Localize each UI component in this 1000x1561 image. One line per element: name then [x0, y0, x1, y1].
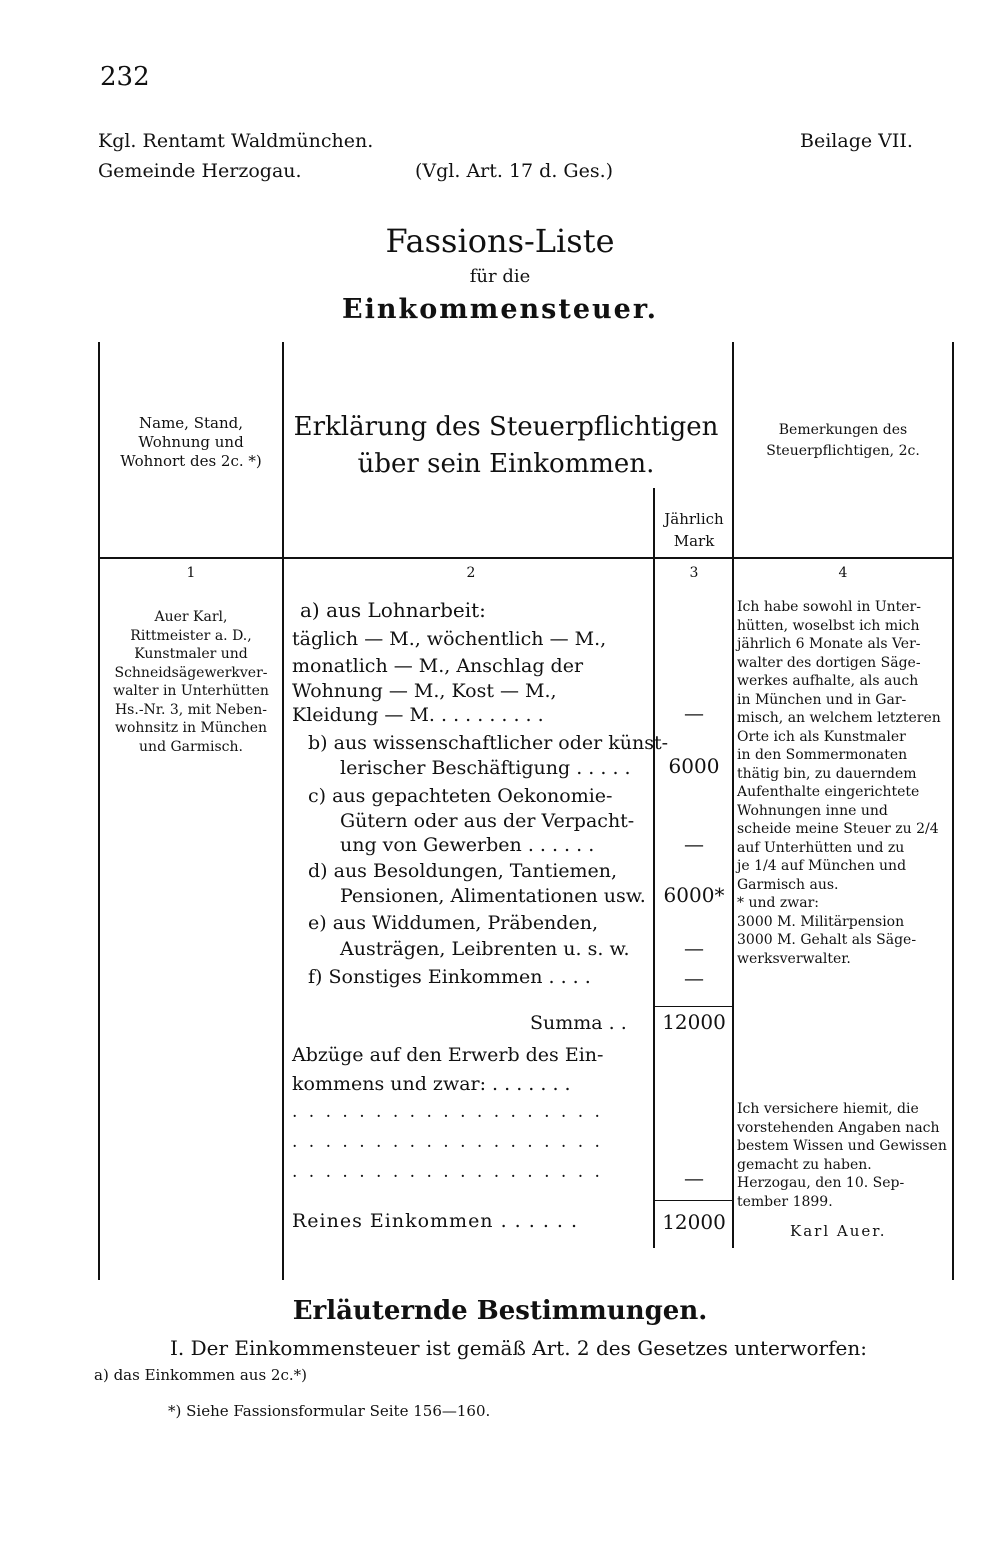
remark-line: thätig bin, zu dauerndem — [737, 765, 917, 782]
remark-line: jährlich 6 Monate als Ver- — [737, 636, 921, 652]
amount-f: — — [684, 966, 704, 990]
amount-summa: 12000 — [662, 1010, 726, 1034]
header-col3-line2: Mark — [673, 532, 715, 550]
declaration-line: Herzogau, den 10. Sep- — [737, 1175, 905, 1191]
income-line-c-cont: ung von Gewerben . . . . . . — [340, 834, 595, 856]
income-line-c-cont: Gütern oder aus der Verpacht- — [340, 810, 635, 832]
remark-line: in München und in Gar- — [737, 691, 907, 708]
item-a-text: a) das Einkommen aus 2c.*) — [94, 1366, 307, 1384]
declaration-line: gemacht zu haben. — [737, 1156, 872, 1173]
header-col2-line2: über sein Einkommen. — [357, 449, 655, 479]
amount-c: — — [684, 832, 704, 856]
amount-b: 6000 — [668, 754, 720, 778]
column-number-4: 4 — [838, 565, 848, 581]
summa-rule — [653, 1006, 733, 1007]
remark-line: in den Sommermonaten — [737, 747, 908, 763]
declaration-line: Ich versichere hiemit, die — [737, 1101, 919, 1117]
dotted-line: . . . . . . . . . . . . . . . . . . . — [292, 1102, 603, 1122]
header-rule — [98, 557, 954, 559]
person-line: walter in Unterhütten — [113, 683, 269, 699]
remark-line: misch, an welchem letzteren — [737, 710, 941, 726]
declaration-line: tember 1899. — [737, 1193, 833, 1210]
income-line-f: f) Sonstiges Einkommen . . . . — [308, 966, 591, 988]
column-number-2: 2 — [466, 565, 476, 581]
income-line-a-detail: täglich — M., wöchentlich — M., — [292, 628, 607, 650]
header-col3-line1: Jährlich — [664, 510, 724, 528]
footnote: *) Siehe Fassionsformular Seite 156—160. — [168, 1402, 491, 1420]
summa-label: Summa . . — [530, 1012, 627, 1034]
document-title: Fassions-Liste — [385, 222, 615, 260]
title-tax: Einkommensteuer. — [342, 294, 658, 325]
remark-line: Garmisch aus. — [737, 876, 839, 893]
header-col2-line1: Erklärung des Steuerpflichtigen — [293, 412, 719, 442]
declaration-line: vorstehenden Angaben nach — [737, 1119, 940, 1136]
table-border-right — [952, 342, 954, 1280]
remark-line: Aufenthalte eingerichtete — [737, 784, 920, 800]
income-line-d-cont: Pensionen, Alimentationen usw. — [340, 885, 646, 907]
dotted-line: . . . . . . . . . . . . . . . . . . . — [292, 1162, 603, 1182]
column-number-1: 1 — [186, 565, 196, 581]
page-number: 232 — [100, 62, 150, 92]
income-line-e-cont: Austrägen, Leibrenten u. s. w. — [340, 938, 630, 960]
deductions-line: Abzüge auf den Erwerb des Ein- — [292, 1044, 604, 1066]
person-entry — [102, 608, 280, 756]
municipality-line: Gemeinde Herzogau. — [98, 160, 302, 182]
header-col4: Bemerkungen des Steuerpflichtigen, 2c. — [766, 422, 920, 459]
remark-line: * und zwar: — [737, 895, 820, 911]
attachment-label: Beilage VII. — [800, 130, 913, 152]
remark-line: 3000 M. Militärpension — [737, 913, 905, 930]
remark-line: auf Unterhütten und zu — [737, 839, 905, 856]
remark-line: werksverwalter. — [737, 950, 851, 967]
amount-net: 12000 — [662, 1210, 726, 1234]
person-line: Kunstmaler und — [134, 646, 248, 662]
income-line-e: e) aus Widdumen, Präbenden, — [308, 912, 598, 934]
remark-line: Ich habe sowohl in Unter- — [737, 599, 921, 615]
explanatory-heading: Erläuternde Bestimmungen. — [292, 1296, 708, 1326]
remark-line: Wohnungen inne und — [737, 802, 888, 819]
income-line-a-detail: Kleidung — M. . . . . . . . . . — [292, 704, 544, 726]
remark-line: hütten, woselbst ich mich — [737, 617, 920, 634]
remark-line: walter des dortigen Säge- — [737, 654, 921, 671]
income-line-c: c) aus gepachteten Oekonomie- — [308, 785, 613, 807]
law-reference: (Vgl. Art. 17 d. Ges.) — [415, 160, 614, 182]
deductions-line: kommens und zwar: . . . . . . . — [292, 1073, 571, 1095]
header-col1: Name, Stand, Wohnung und Wohnort des 2c. *) — [120, 414, 262, 470]
table-border-left — [98, 342, 100, 1280]
remark-line: Orte ich als Kunstmaler — [737, 728, 906, 745]
income-line-d: d) aus Besoldungen, Tantiemen, — [308, 860, 618, 882]
person-line: und Garmisch. — [139, 738, 243, 755]
table-divider-2 — [653, 488, 655, 1248]
amount-a: — — [684, 701, 704, 725]
remarks-block — [737, 598, 951, 968]
declaration-line: bestem Wissen und Gewissen — [737, 1138, 947, 1154]
person-line: Schneidsägewerkver- — [114, 664, 268, 681]
section-one-text: I. Der Einkommensteuer ist gemäß Art. 2 des Gesetzes unterworfen: — [170, 1336, 867, 1360]
person-line: Hs.-Nr. 3, mit Neben- — [114, 701, 268, 718]
remark-line: je 1/4 auf München und — [737, 858, 907, 874]
amount-deductions: — — [684, 1166, 704, 1190]
rein-rule — [653, 1200, 733, 1201]
amount-d: 6000* — [663, 883, 725, 907]
remark-line: 3000 M. Gehalt als Säge- — [737, 932, 917, 948]
declaration-block — [737, 1100, 951, 1211]
remark-line: werkes aufhalte, als auch — [737, 673, 919, 689]
person-line: wohnsitz in München — [114, 720, 268, 736]
remark-line: scheide meine Steuer zu 2/4 — [737, 821, 939, 837]
income-line-b: b) aus wissenschaftlicher oder künst- — [308, 732, 669, 754]
income-line-a-detail: Wohnung — M., Kost — M., — [292, 680, 557, 702]
signature: Karl Auer. — [790, 1222, 887, 1240]
office-line: Kgl. Rentamt Waldmünchen. — [98, 130, 374, 152]
income-line-a-title: a) aus Lohnarbeit: — [300, 598, 486, 622]
amount-e: — — [684, 936, 704, 960]
table-divider-1 — [282, 342, 284, 1280]
title-subline: für die — [469, 266, 531, 287]
dotted-line: . . . . . . . . . . . . . . . . . . . — [292, 1132, 603, 1152]
table-divider-3 — [732, 342, 734, 1248]
net-income-label: Reines Einkommen . . . . . . — [292, 1210, 579, 1232]
income-line-b-cont: lerischer Beschäftigung . . . . . — [340, 757, 631, 779]
column-number-3: 3 — [689, 565, 699, 581]
income-line-a-detail: monatlich — M., Anschlag der — [292, 655, 584, 677]
person-line: Rittmeister a. D., — [130, 627, 252, 644]
person-line: Auer Karl, — [154, 609, 228, 625]
